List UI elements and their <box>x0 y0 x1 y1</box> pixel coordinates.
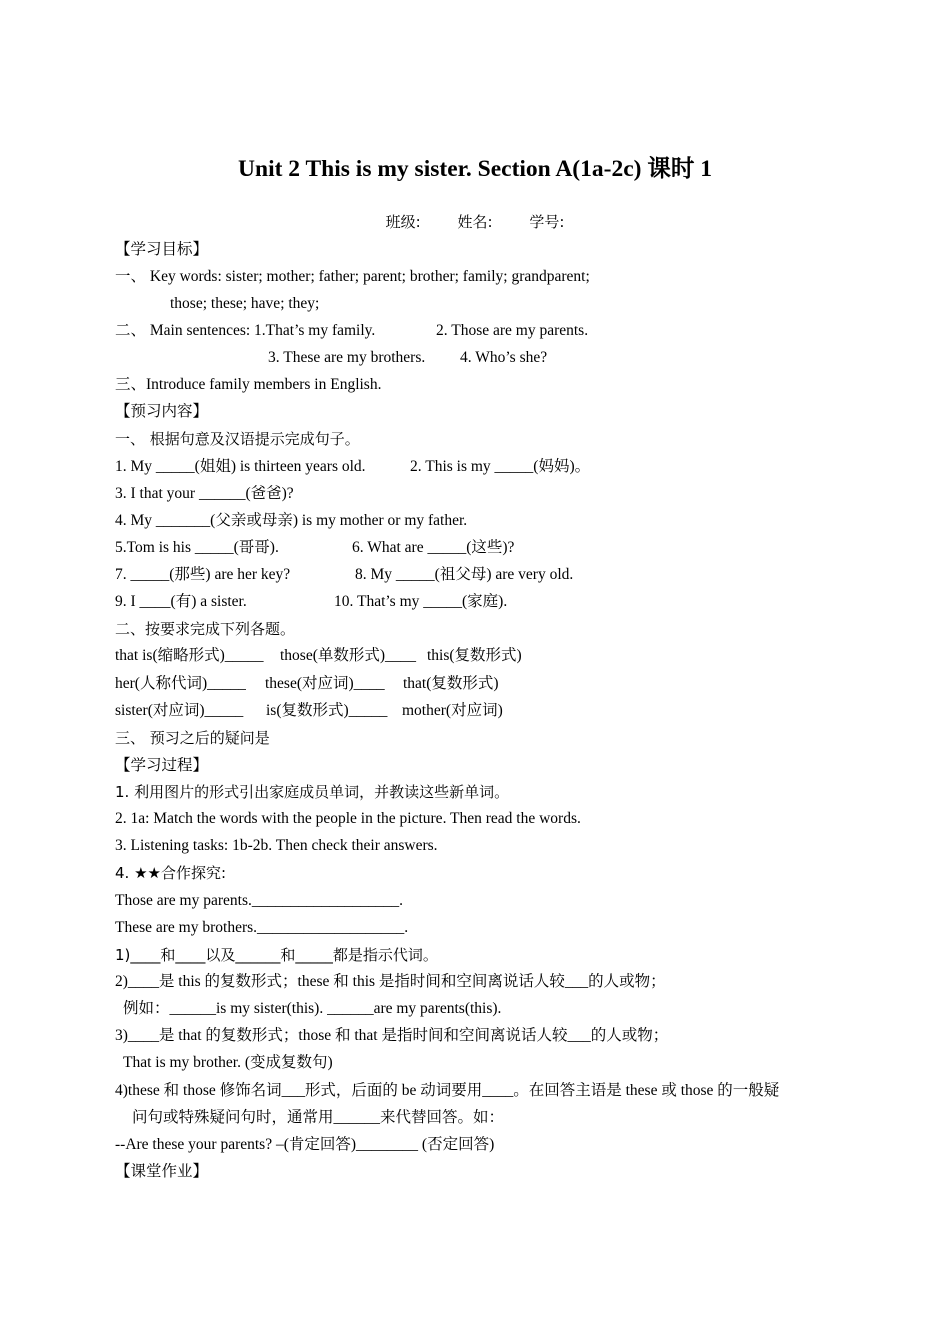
note-2b: 例如：______is my sister(this). ______are my parents(this). <box>123 1000 502 1017</box>
question-6: 6. What are _____(这些)? <box>352 539 515 556</box>
question-8: 8. My _____(祖父母) are very old. <box>355 566 574 583</box>
goals-line-2: 二、 Main sentences: 1.That’s my family. <box>115 322 376 339</box>
step-2: 2. 1a: Match the words with the people in the picture. Then read the words. <box>115 810 581 827</box>
question-1: 1. My _____(姐姐) is thirteen years old. <box>115 458 366 475</box>
goals-line-1: 一、 Key words: sister; mother; father; parent; brother; family; grandparent; <box>115 268 590 285</box>
example-1: Those are my parents.___________________. <box>115 892 403 909</box>
rule-1a: that is(缩略形式)_____ <box>115 647 264 664</box>
note-2: 2)____是 this 的复数形式；these 和 this 是指时间和空间离说话人较___的人或物； <box>115 973 666 990</box>
note-5: --Are these your parents? –(肯定回答)________ (否定回答) <box>115 1136 495 1153</box>
goals-line-3: 三、Introduce family members in English. <box>115 376 382 393</box>
preview-header: 【预习内容】 <box>115 402 209 420</box>
note-3b: That is my brother. (变成复数句) <box>123 1054 333 1071</box>
question-10: 10. That’s my _____(家庭). <box>334 593 508 610</box>
rule-3a: sister(对应词)_____ <box>115 702 244 719</box>
page-title: Unit 2 This is my sister. Section A(1a-2c) 课时 1 <box>238 156 712 182</box>
note-4b: 问句或特殊疑问句时，通常用______来代替回答。如： <box>132 1109 505 1126</box>
step-1: 1. 利用图片的形式引出家庭成员单词，并教读这些新单词。 <box>115 783 510 801</box>
preview-part-3: 三、 预习之后的疑问是 <box>115 729 270 747</box>
rule-2a: her(人称代词)_____ <box>115 675 246 692</box>
question-4: 4. My _______(父亲或母亲) is my mother or my father. <box>115 512 468 529</box>
rule-3b: is(复数形式)_____ <box>266 702 388 719</box>
rule-3c: mother(对应词) <box>402 702 503 719</box>
preview-part-2: 二、按要求完成下列各题。 <box>115 620 296 638</box>
note-1: 1)____和____以及______和_____都是指示代词。 <box>115 946 438 964</box>
homework-header: 【课堂作业】 <box>115 1162 209 1180</box>
rule-2c: that(复数形式) <box>403 675 499 692</box>
goals-header: 【学习目标】 <box>115 240 209 258</box>
class-label: 班级: <box>385 213 421 231</box>
goals-line-2d: 4. Who’s she? <box>460 349 548 366</box>
question-2: 2. This is my _____(妈妈)。 <box>410 458 591 475</box>
goals-line-1b: those; these; have; they; <box>170 295 320 312</box>
note-3: 3)____是 that 的复数形式；those 和 that 是指时间和空间离说话人较___的人或物； <box>115 1027 669 1044</box>
note-4: 4)these 和 those 修饰名词___形式，后面的 be 动词要用____。在回答主语是 these 或 those 的一般疑 <box>115 1082 780 1099</box>
process-header: 【学习过程】 <box>115 756 209 774</box>
question-3: 3. I that your ______(爸爸)? <box>115 485 294 502</box>
rule-1c: this(复数形式) <box>427 647 522 664</box>
goals-line-2c: 3. These are my brothers. <box>268 349 426 366</box>
question-7: 7. _____(那些) are her key? <box>115 566 291 583</box>
student-info-line <box>0 211 950 232</box>
step-3: 3. Listening tasks: 1b-2b. Then check their answers. <box>115 837 438 854</box>
rule-1b: those(单数形式)____ <box>280 647 417 664</box>
preview-part-1: 一、 根据句意及汉语提示完成句子。 <box>115 430 360 448</box>
name-label: 姓名: <box>457 213 493 231</box>
goals-line-2b: 2. Those are my parents. <box>436 322 589 339</box>
example-2: These are my brothers.___________________. <box>115 919 409 936</box>
question-9: 9. I ____(有) a sister. <box>115 593 247 610</box>
rule-2b: these(对应词)____ <box>265 675 385 692</box>
step-4: 4. ★★合作探究: <box>115 864 227 882</box>
question-5: 5.Tom is his _____(哥哥). <box>115 539 279 556</box>
number-label: 学号: <box>529 213 565 231</box>
